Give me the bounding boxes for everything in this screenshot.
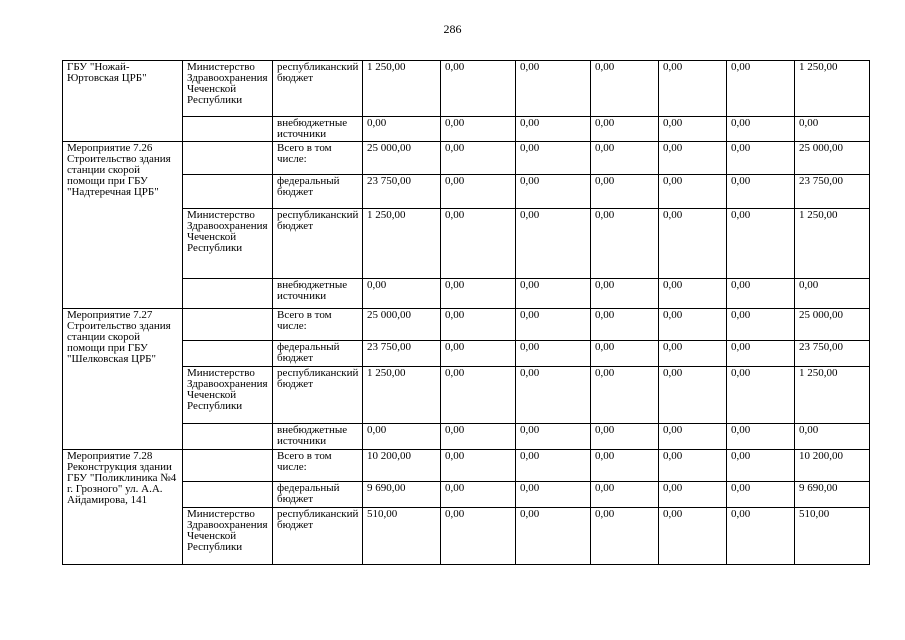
amount-cell: 23 750,00: [363, 341, 441, 367]
amount-cell: 0,00: [659, 341, 727, 367]
amount-cell: 0,00: [795, 279, 870, 309]
amount-cell: 25 000,00: [795, 142, 870, 175]
amount-cell: 0,00: [441, 424, 516, 450]
executor-cell: [183, 175, 273, 209]
amount-cell: 10 200,00: [795, 450, 870, 482]
executor-cell: [183, 309, 273, 341]
amount-cell: 0,00: [516, 61, 591, 117]
amount-cell: 0,00: [441, 482, 516, 508]
activity-name-cell: ГБУ "Ножай-Юртовская ЦРБ": [63, 61, 183, 142]
amount-cell: 0,00: [441, 450, 516, 482]
amount-cell: 0,00: [441, 142, 516, 175]
amount-cell: 0,00: [659, 209, 727, 279]
funding-source-cell: Всего в том числе:: [273, 142, 363, 175]
table-row: [63, 424, 870, 450]
amount-cell: 1 250,00: [795, 209, 870, 279]
amount-cell: 0,00: [441, 117, 516, 142]
amount-cell: 1 250,00: [363, 367, 441, 424]
amount-cell: 0,00: [591, 117, 659, 142]
activity-name-cell: Мероприятие 7.28 Реконструкция здании ГБУ "Поликлиника №4 г. Грозного" ул. А.А. Айдамирова, 141: [63, 450, 183, 565]
amount-cell: 0,00: [591, 175, 659, 209]
funding-source-cell: Всего в том числе:: [273, 309, 363, 341]
amount-cell: 0,00: [659, 424, 727, 450]
amount-cell: 23 750,00: [795, 175, 870, 209]
amount-cell: 0,00: [591, 367, 659, 424]
activity-name-cell: Мероприятие 7.26 Строительство здания станции скорой помощи при ГБУ "Надтеречная ЦРБ": [63, 142, 183, 309]
amount-cell: 510,00: [795, 508, 870, 565]
amount-cell: 0,00: [795, 117, 870, 142]
table-row: [63, 61, 870, 117]
table-row: [63, 142, 870, 175]
amount-cell: 0,00: [441, 508, 516, 565]
funding-source-cell: внебюджетные источники: [273, 424, 363, 450]
funding-source-cell: республиканский бюджет: [273, 367, 363, 424]
funding-source-cell: федеральный бюджет: [273, 341, 363, 367]
amount-cell: 0,00: [591, 341, 659, 367]
funding-source-cell: Всего в том числе:: [273, 450, 363, 482]
amount-cell: 0,00: [727, 341, 795, 367]
amount-cell: 0,00: [659, 508, 727, 565]
table-row: [63, 209, 870, 279]
amount-cell: 9 690,00: [795, 482, 870, 508]
table-row: [63, 175, 870, 209]
amount-cell: 0,00: [516, 508, 591, 565]
amount-cell: 0,00: [591, 508, 659, 565]
table-row: [63, 482, 870, 508]
amount-cell: 0,00: [591, 279, 659, 309]
amount-cell: 0,00: [591, 309, 659, 341]
table-row: [63, 117, 870, 142]
table-row: [63, 450, 870, 482]
amount-cell: 510,00: [363, 508, 441, 565]
amount-cell: 0,00: [727, 482, 795, 508]
amount-cell: 10 200,00: [363, 450, 441, 482]
amount-cell: 0,00: [591, 424, 659, 450]
amount-cell: 0,00: [441, 309, 516, 341]
amount-cell: 0,00: [659, 450, 727, 482]
amount-cell: 0,00: [727, 279, 795, 309]
executor-cell: [183, 341, 273, 367]
amount-cell: 0,00: [441, 367, 516, 424]
amount-cell: 0,00: [441, 209, 516, 279]
amount-cell: 0,00: [727, 117, 795, 142]
amount-cell: 0,00: [441, 175, 516, 209]
amount-cell: 0,00: [659, 61, 727, 117]
executor-cell: Министерство Здравоохранения Чеченской Республики: [183, 367, 273, 424]
amount-cell: 23 750,00: [795, 341, 870, 367]
amount-cell: 0,00: [516, 309, 591, 341]
amount-cell: 9 690,00: [363, 482, 441, 508]
funding-source-cell: внебюджетные источники: [273, 117, 363, 142]
amount-cell: 25 000,00: [363, 142, 441, 175]
executor-cell: [183, 450, 273, 482]
amount-cell: 0,00: [659, 309, 727, 341]
amount-cell: 0,00: [363, 279, 441, 309]
amount-cell: 0,00: [659, 142, 727, 175]
executor-cell: Министерство Здравоохранения Чеченской Республики: [183, 209, 273, 279]
amount-cell: 1 250,00: [363, 61, 441, 117]
funding-source-cell: республиканский бюджет: [273, 508, 363, 565]
executor-cell: Министерство Здравоохранения Чеченской Республики: [183, 508, 273, 565]
funding-source-cell: республиканский бюджет: [273, 61, 363, 117]
amount-cell: 0,00: [727, 367, 795, 424]
funding-source-cell: республиканский бюджет: [273, 209, 363, 279]
amount-cell: 0,00: [591, 209, 659, 279]
amount-cell: 0,00: [591, 61, 659, 117]
amount-cell: 0,00: [441, 61, 516, 117]
amount-cell: 0,00: [516, 424, 591, 450]
amount-cell: 0,00: [516, 450, 591, 482]
amount-cell: 1 250,00: [795, 61, 870, 117]
amount-cell: 0,00: [727, 142, 795, 175]
amount-cell: 0,00: [441, 279, 516, 309]
budget-table: [62, 60, 870, 565]
amount-cell: 0,00: [591, 482, 659, 508]
table-row: [63, 367, 870, 424]
amount-cell: 0,00: [659, 482, 727, 508]
amount-cell: 25 000,00: [363, 309, 441, 341]
funding-source-cell: федеральный бюджет: [273, 175, 363, 209]
amount-cell: 0,00: [441, 341, 516, 367]
table-row: [63, 309, 870, 341]
amount-cell: 0,00: [516, 175, 591, 209]
amount-cell: 0,00: [516, 279, 591, 309]
page-number: 286: [443, 22, 462, 36]
amount-cell: 0,00: [363, 117, 441, 142]
executor-cell: [183, 117, 273, 142]
amount-cell: 0,00: [795, 424, 870, 450]
funding-source-cell: внебюджетные источники: [273, 279, 363, 309]
amount-cell: 0,00: [516, 209, 591, 279]
amount-cell: 25 000,00: [795, 309, 870, 341]
amount-cell: 0,00: [727, 61, 795, 117]
amount-cell: 0,00: [659, 117, 727, 142]
amount-cell: 0,00: [727, 508, 795, 565]
amount-cell: 0,00: [516, 341, 591, 367]
amount-cell: 0,00: [727, 450, 795, 482]
executor-cell: Министерство Здравоохранения Чеченской Республики: [183, 61, 273, 117]
executor-cell: [183, 279, 273, 309]
executor-cell: [183, 142, 273, 175]
funding-source-cell: федеральный бюджет: [273, 482, 363, 508]
amount-cell: 0,00: [516, 117, 591, 142]
amount-cell: 0,00: [727, 309, 795, 341]
table-row: [63, 279, 870, 309]
amount-cell: 0,00: [516, 142, 591, 175]
amount-cell: 0,00: [516, 482, 591, 508]
executor-cell: [183, 424, 273, 450]
amount-cell: 23 750,00: [363, 175, 441, 209]
amount-cell: 0,00: [591, 142, 659, 175]
amount-cell: 0,00: [659, 367, 727, 424]
amount-cell: 0,00: [727, 424, 795, 450]
amount-cell: 0,00: [727, 175, 795, 209]
amount-cell: 0,00: [591, 450, 659, 482]
table-row: [63, 508, 870, 565]
activity-name-cell: Мероприятие 7.27 Строительство здания станции скорой помощи при ГБУ "Шелковская ЦРБ": [63, 309, 183, 450]
amount-cell: 0,00: [363, 424, 441, 450]
amount-cell: 1 250,00: [363, 209, 441, 279]
amount-cell: 0,00: [659, 175, 727, 209]
amount-cell: 0,00: [516, 367, 591, 424]
executor-cell: [183, 482, 273, 508]
amount-cell: 0,00: [727, 209, 795, 279]
amount-cell: 1 250,00: [795, 367, 870, 424]
amount-cell: 0,00: [659, 279, 727, 309]
table-row: [63, 341, 870, 367]
